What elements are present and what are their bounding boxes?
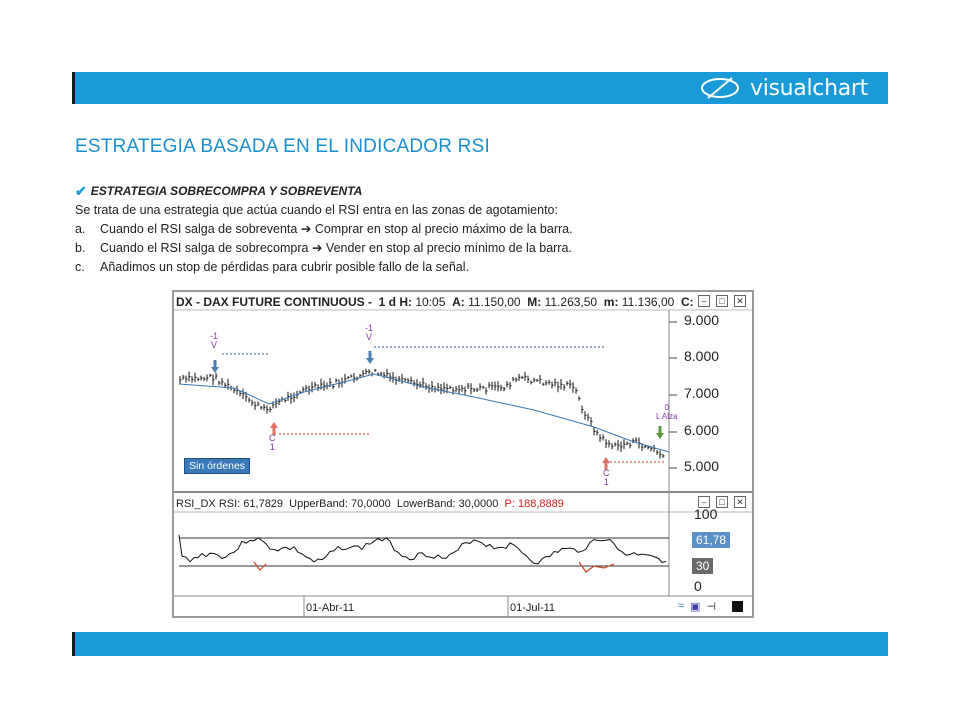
- price-tick-label: 8.000: [684, 348, 720, 364]
- arrow-right-icon: ➔: [300, 222, 312, 236]
- min-value: 11.136,00: [621, 295, 675, 309]
- orders-status-badge[interactable]: Sin órdenes: [184, 458, 250, 474]
- save-icon[interactable]: ▣: [690, 601, 701, 613]
- visualchart-logo-icon: [698, 76, 742, 100]
- upper-band-value: 70,0000: [350, 498, 391, 510]
- list-marker: b.: [75, 241, 86, 255]
- timeframe-label: 1 d: [378, 295, 397, 309]
- list-text: Añadimos un stop de pérdidas para cubrir posible fallo de la señal.: [100, 260, 469, 274]
- subheading: [75, 182, 875, 201]
- rsi-label: RSI:: [218, 498, 241, 510]
- buy-signal-type: C: [269, 433, 276, 443]
- price-tick-label: 5.000: [684, 458, 720, 474]
- maximize-button[interactable]: □: [716, 496, 728, 508]
- rsi-line: [179, 535, 666, 564]
- buy-signal-label: [603, 469, 610, 487]
- alza-arrow-icon: [656, 426, 664, 439]
- wave-icon[interactable]: ≈: [678, 600, 685, 612]
- sell-signal-label: [210, 332, 218, 350]
- chart-canvas[interactable]: [174, 292, 752, 616]
- a-value: 11.150,00: [468, 295, 521, 309]
- close-button[interactable]: ✕: [734, 295, 746, 307]
- date-label: 01-Jul-11: [510, 602, 556, 614]
- pin-icon[interactable]: ⊣: [706, 601, 717, 613]
- minimize-button[interactable]: –: [698, 295, 710, 307]
- strategy-text: [75, 182, 875, 277]
- m-value: 11.263,50: [544, 295, 598, 309]
- list-condition: Cuando el RSI salga de sobreventa: [100, 222, 298, 236]
- min-label: m:: [603, 295, 619, 309]
- list-item: [75, 239, 875, 258]
- bottom-toolbar: [678, 600, 743, 613]
- chart-window[interactable]: [172, 290, 754, 618]
- h-label: H:: [399, 295, 413, 309]
- list-condition: Cuando el RSI salga de sobrecompra: [100, 241, 309, 255]
- rsi-pane-title: [176, 495, 564, 513]
- sell-signal-qty: -1: [210, 331, 219, 341]
- sell-signal-label: [365, 324, 373, 342]
- buy-signal-label: [269, 434, 276, 452]
- list-item: [75, 258, 875, 277]
- list-marker: a.: [75, 222, 86, 236]
- buy-signal-qty: 1: [269, 442, 275, 452]
- sell-signal-qty: -1: [365, 323, 374, 333]
- sell-signal-type: V: [366, 332, 373, 342]
- rsi-tick-label: 0: [694, 578, 702, 594]
- buy-signal-type: C: [603, 468, 610, 478]
- list-action: Vender en stop al precio mínimo de la barra.: [325, 241, 572, 255]
- minimize-button[interactable]: –: [698, 496, 710, 508]
- sell-arrow-icon: [366, 351, 374, 364]
- price-tick-label: 6.000: [684, 422, 720, 438]
- buy-signal-qty: 1: [603, 477, 609, 487]
- footer-band: [72, 632, 888, 656]
- h-value: 10:05: [415, 295, 446, 309]
- list-action: Comprar en stop al precio máximo de la barra.: [314, 222, 573, 236]
- upper-band-label: UpperBand:: [289, 498, 348, 510]
- alza-signal-type: L Alza: [656, 412, 678, 421]
- moving-average-line: [179, 374, 669, 452]
- rsi-name: RSI_DX: [176, 498, 216, 510]
- sell-signal-type: V: [211, 340, 218, 350]
- alza-signal-label: [656, 403, 678, 421]
- lower-band-label: LowerBand:: [396, 498, 456, 510]
- header-band: [72, 72, 888, 104]
- date-label: 01-Abr-11: [306, 602, 355, 614]
- m-label: M:: [527, 295, 542, 309]
- sell-arrow-icon: [211, 360, 219, 373]
- lower-band-value: 30,0000: [458, 498, 499, 510]
- close-button[interactable]: ✕: [734, 496, 746, 508]
- rsi-current-box: 61,78: [692, 532, 730, 548]
- price-tick-label: 7.000: [684, 385, 720, 401]
- p-value: 188,8889: [517, 498, 564, 510]
- maximize-button[interactable]: □: [716, 295, 728, 307]
- list-marker: c.: [75, 260, 85, 274]
- visualchart-logo: [698, 74, 868, 102]
- p-label: P:: [504, 498, 515, 510]
- a-label: A:: [452, 295, 465, 309]
- intro-text: Se trata de una estrategia que actúa cuando el RSI entra en las zonas de agotamiento:: [75, 203, 558, 217]
- c-label: C:: [680, 295, 694, 309]
- brand-name: visualchart: [749, 75, 868, 101]
- rsi-tick-label: 100: [694, 506, 718, 522]
- alza-signal-qty: 0: [664, 403, 669, 412]
- color-square-icon[interactable]: [732, 601, 743, 612]
- symbol-label: DX - DAX FUTURE CONTINUOUS -: [176, 295, 372, 309]
- arrow-right-icon: ➔: [311, 241, 323, 255]
- rsi-value: 61,7829: [243, 498, 284, 510]
- rsi-oversold-segment: [579, 562, 614, 572]
- checkmark-icon: ✔: [75, 183, 87, 199]
- subheading-text: ESTRATEGIA SOBRECOMPRA Y SOBREVENTA: [90, 184, 363, 198]
- list-item: [75, 220, 875, 239]
- rsi-lower-box: 30: [692, 558, 713, 574]
- price-tick-label: 9.000: [684, 312, 720, 328]
- page-title: ESTRATEGIA BASADA EN EL INDICADOR RSI: [75, 136, 490, 157]
